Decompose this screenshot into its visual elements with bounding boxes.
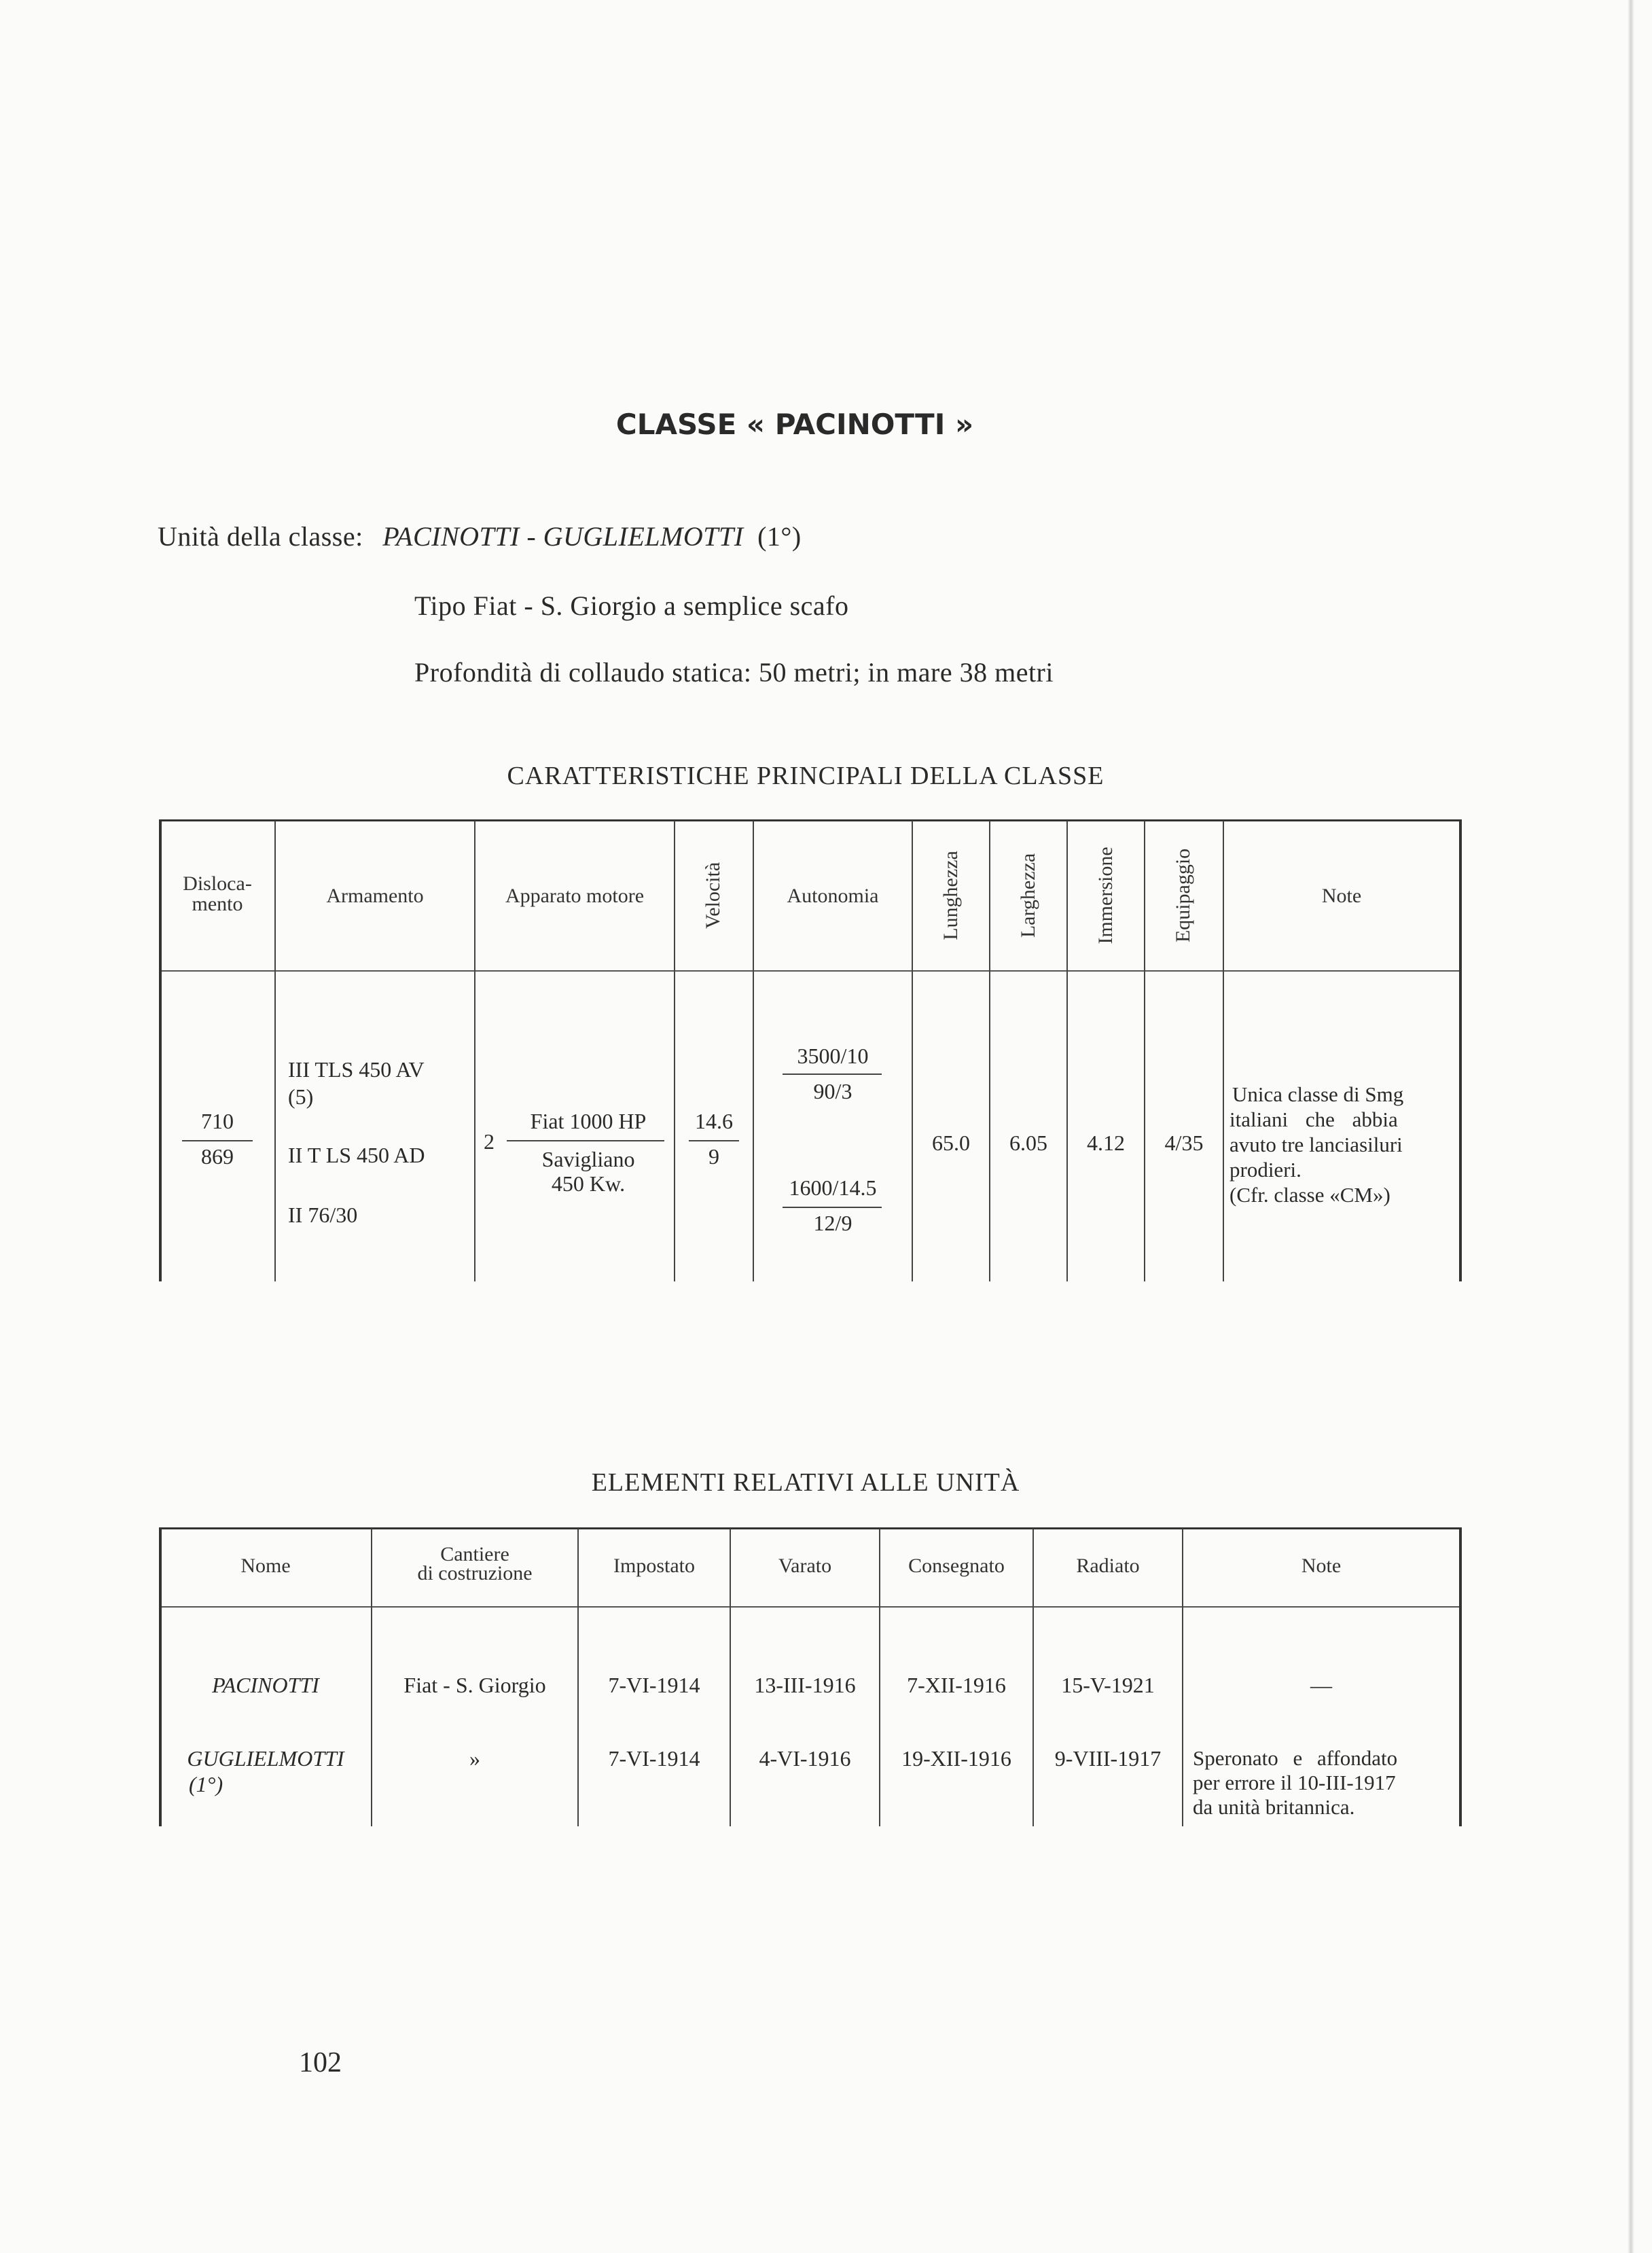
vel-top: 14.6 xyxy=(695,1109,733,1133)
aut-1-top: 3500/10 xyxy=(797,1044,869,1068)
app-top: Fiat 1000 HP xyxy=(530,1109,647,1133)
hdr-autonomia: Autonomia xyxy=(787,885,879,907)
page-title: CLASSE « PACINOTTI » xyxy=(615,408,974,441)
hdr2-cantiere: Cantiere di costruzione xyxy=(417,1543,533,1584)
arm-line-3: II 76/30 xyxy=(288,1203,358,1227)
aut-2-top: 1600/14.5 xyxy=(789,1175,877,1200)
row-note: — xyxy=(1310,1673,1332,1697)
val-equipaggio: 4/35 xyxy=(1164,1131,1204,1155)
table2-heading: ELEMENTI RELATIVI ALLE UNITÀ xyxy=(591,1468,1020,1497)
units-label: Unità della classe: xyxy=(158,521,363,552)
hdr2-impostato: Impostato xyxy=(613,1555,695,1577)
type-line: Tipo Fiat - S. Giorgio a semplice scafo xyxy=(414,590,849,621)
depth-line: Profondità di collaudo statica: 50 metri; in mare 38 metri xyxy=(414,657,1054,688)
row-cantiere: Fiat - S. Giorgio xyxy=(403,1673,546,1697)
row-note: Speronato e affondato per errore il 10-III-1917 da unità britannica. xyxy=(1193,1746,1398,1819)
row-varato: 13-III-1916 xyxy=(754,1673,856,1697)
hdr-dislocamento: Disloca- mento xyxy=(183,872,252,915)
hdr2-radiato: Radiato xyxy=(1076,1555,1140,1577)
app-count: 2 xyxy=(484,1129,495,1154)
hdr2-nome: Nome xyxy=(240,1555,291,1577)
row-nome: GUGLIELMOTTI xyxy=(187,1746,344,1771)
hdr-lunghezza: Lunghezza xyxy=(939,851,962,940)
val-larghezza: 6.05 xyxy=(1009,1131,1047,1155)
app-bottom-1: Savigliano xyxy=(541,1147,635,1171)
aut-2-bottom: 12/9 xyxy=(813,1211,852,1235)
units-names: PACINOTTI - GUGLIELMOTTI xyxy=(382,521,744,552)
disl-top: 710 xyxy=(201,1109,234,1133)
table1-note: Unica classe di Smg italiani che abbia avuto tre lanciasiluri prodieri. (Cfr. classe «CM») xyxy=(1229,1082,1404,1207)
row-consegnato: 19-XII-1916 xyxy=(901,1746,1011,1771)
page-edge-shadow xyxy=(1628,0,1634,2253)
units-note: (1°) xyxy=(757,521,802,552)
arm-line-2: II T LS 450 AD xyxy=(288,1143,425,1167)
hdr-note: Note xyxy=(1321,885,1362,907)
page-number: 102 xyxy=(299,2047,342,2078)
hdr2-consegnato: Consegnato xyxy=(908,1555,1005,1577)
hdr-larghezza: Larghezza xyxy=(1017,853,1039,938)
hdr2-varato: Varato xyxy=(778,1555,832,1577)
row-nome-note: (1°) xyxy=(189,1772,223,1796)
hdr-armamento: Armamento xyxy=(326,885,424,907)
row-varato: 4-VI-1916 xyxy=(759,1746,851,1771)
disl-bottom: 869 xyxy=(201,1144,234,1169)
row-nome: PACINOTTI xyxy=(212,1673,319,1697)
units-line xyxy=(158,520,802,552)
val-immersione: 4.12 xyxy=(1087,1131,1125,1155)
app-bottom-2: 450 Kw. xyxy=(551,1171,626,1196)
row-radiato: 9-VIII-1917 xyxy=(1054,1746,1162,1771)
aut-1-bottom: 90/3 xyxy=(813,1079,852,1103)
arm-line-1: III TLS 450 AV xyxy=(288,1057,425,1082)
vel-bottom: 9 xyxy=(708,1144,719,1169)
row-radiato: 15-V-1921 xyxy=(1061,1673,1155,1697)
row-impostato: 7-VI-1914 xyxy=(608,1673,700,1697)
arm-line-1b: (5) xyxy=(288,1084,314,1109)
hdr2-note: Note xyxy=(1301,1555,1342,1577)
hdr-equipaggio: Equipaggio xyxy=(1172,848,1194,943)
row-consegnato: 7-XII-1916 xyxy=(907,1673,1006,1697)
val-lunghezza: 65.0 xyxy=(932,1131,970,1155)
row-impostato: 7-VI-1914 xyxy=(608,1746,700,1771)
table1-heading: CARATTERISTICHE PRINCIPALI DELLA CLASSE xyxy=(507,762,1105,790)
hdr-apparato-motore: Apparato motore xyxy=(505,885,645,907)
hdr-immersione: Immersione xyxy=(1094,847,1117,944)
hdr-velocita: Velocità xyxy=(702,862,724,929)
row-cantiere: » xyxy=(469,1746,480,1771)
